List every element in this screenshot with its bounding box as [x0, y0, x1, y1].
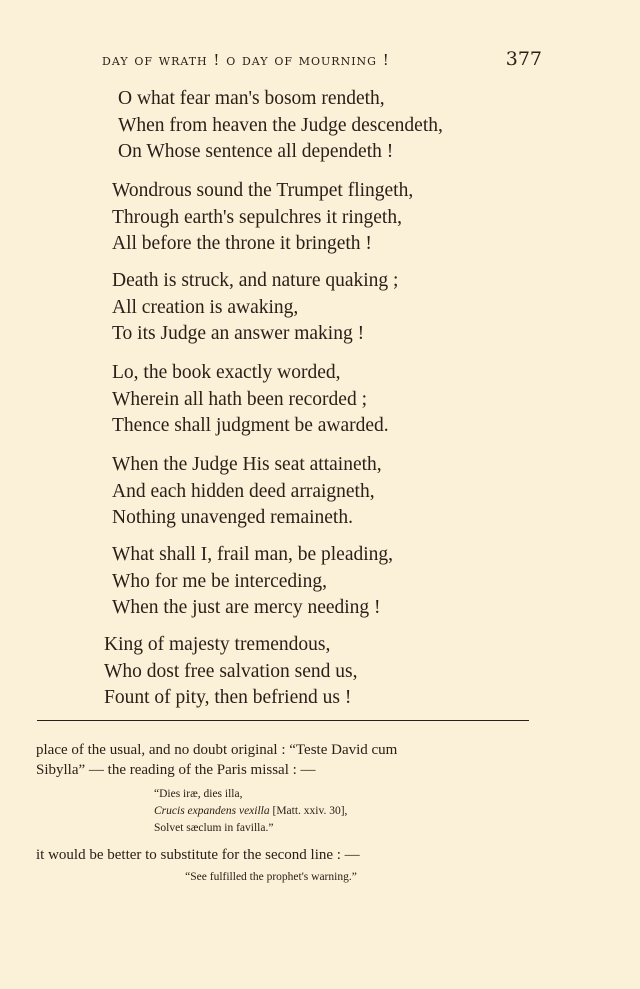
stanza-5: [104, 452, 382, 532]
running-head-title: day of wrath ! o day of mourning !: [102, 51, 390, 69]
latin-quote-line: Solvet sæclum in favilla.”: [154, 822, 274, 834]
stanza-4: [104, 360, 389, 440]
latin-quote-italic: Crucis expandens vexilla: [154, 805, 270, 817]
latin-quote-line: [36, 803, 536, 820]
verse-line: Who dost free salvation send us,: [104, 660, 358, 682]
verse-line: All before the throne it bringeth !: [112, 233, 372, 254]
stanza-3: [104, 268, 398, 348]
footnote-divider: [37, 720, 529, 721]
verse-line: Thence shall judgment be awarded.: [112, 415, 389, 436]
verse-line: Who for me be interceding,: [112, 570, 327, 592]
footnote-line: place of the usual, and no doubt original : “Teste David cum: [36, 742, 398, 758]
verse-line: Wondrous sound the Trumpet flingeth,: [112, 180, 414, 201]
stanza-1: [104, 86, 443, 166]
footnote-line: Sibylla” — the reading of the Paris missal : —: [36, 762, 316, 778]
verse-line: Lo, the book exactly worded,: [112, 362, 341, 383]
stanza-2: [104, 178, 413, 258]
footnote-line: it would be better to substitute for the second line : —: [36, 847, 360, 863]
scripture-reference: [Matt. xxiv. 30],: [269, 805, 348, 817]
running-head: [102, 48, 542, 70]
stanza-7: [104, 632, 357, 712]
footnote: [36, 740, 536, 886]
verse-line: When the Judge His seat attaineth,: [112, 454, 382, 475]
verse-line: Death is struck, and nature quaking ;: [112, 270, 399, 291]
stanza-6: [104, 542, 393, 622]
verse-line: When the just are mercy needing !: [112, 597, 381, 618]
verse-line: When from heaven the Judge descendeth,: [118, 114, 443, 136]
verse-line: Wherein all hath been recorded ;: [112, 388, 367, 410]
verse-line: All creation is awaking,: [112, 296, 299, 318]
verse-line: O what fear man's bosom rendeth,: [118, 88, 385, 109]
page-number: 377: [505, 48, 542, 70]
verse-line: Through earth's sepulchres it ringeth,: [112, 206, 402, 228]
verse-line: Fount of pity, then befriend us !: [104, 687, 352, 708]
latin-quote-line: “Dies iræ, dies illa,: [154, 788, 243, 800]
verse-line: What shall I, frail man, be pleading,: [112, 544, 394, 565]
verse-line: On Whose sentence all dependeth !: [118, 141, 394, 162]
verse-line: And each hidden deed arraigneth,: [112, 480, 375, 502]
verse-line: Nothing unavenged remaineth.: [112, 507, 353, 528]
verse-line: To its Judge an answer making !: [112, 323, 365, 344]
verse-line: King of majesty tremendous,: [104, 634, 331, 655]
english-quote-line: “See fulfilled the prophet's warning.”: [185, 871, 357, 883]
